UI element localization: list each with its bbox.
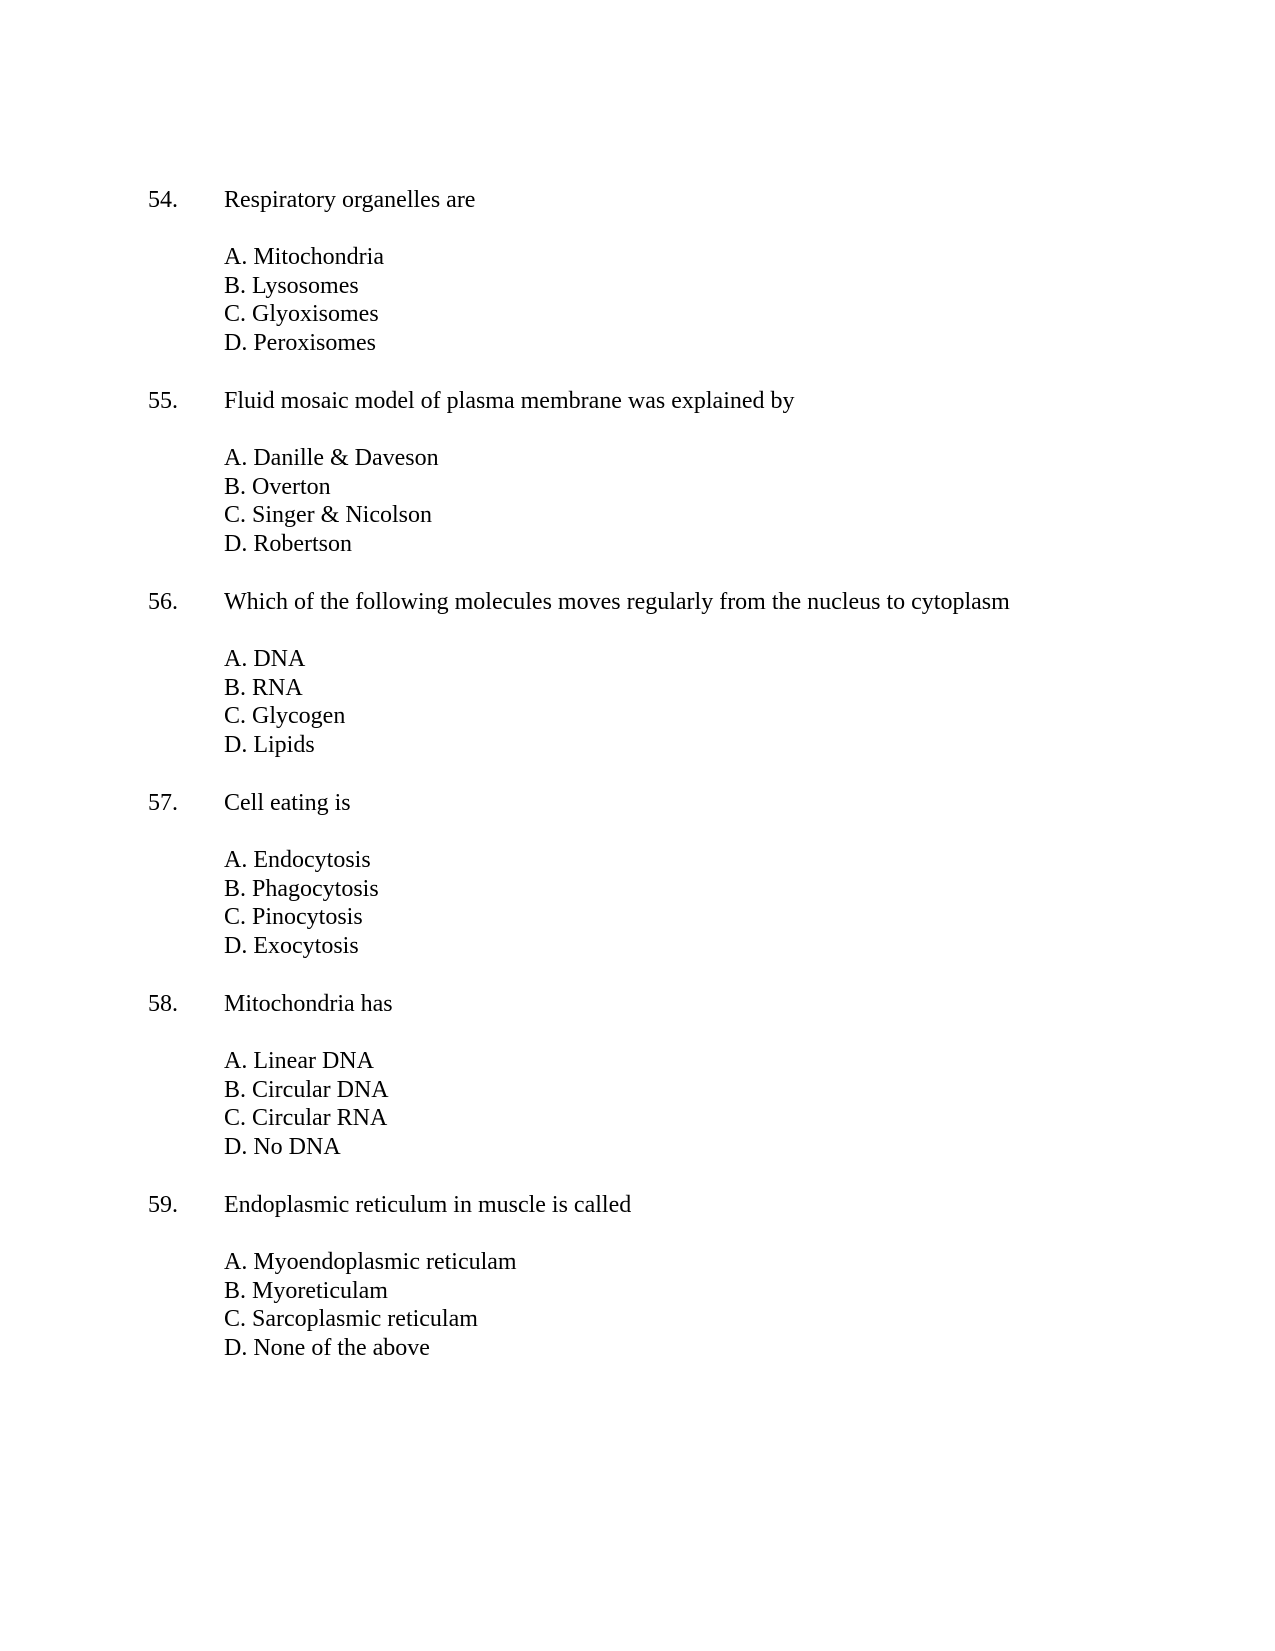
question-text: Fluid mosaic model of plasma membrane was explained by	[224, 388, 795, 414]
question-text: Mitochondria has	[224, 991, 393, 1017]
option-list	[224, 1047, 389, 1162]
question-text: Cell eating is	[224, 790, 351, 816]
option-c: C. Pinocytosis	[224, 904, 363, 931]
option-d: D. Exocytosis	[224, 933, 359, 960]
question-number: 56.	[148, 589, 178, 615]
option-a: A. Linear DNA	[224, 1048, 374, 1074]
question-text: Which of the following molecules moves regularly from the nucleus to cytoplasm	[224, 589, 1010, 615]
option-d: D. No DNA	[224, 1134, 341, 1161]
question-number: 57.	[148, 790, 178, 816]
question-number: 58.	[148, 991, 178, 1017]
option-d: D. Peroxisomes	[224, 330, 376, 357]
option-list	[224, 1248, 517, 1363]
option-b: B. Myoreticulam	[224, 1277, 388, 1304]
option-c: C. Glyoxisomes	[224, 301, 379, 328]
option-d: D. None of the above	[224, 1335, 430, 1362]
option-d: D. Robertson	[224, 531, 352, 558]
question-text: Endoplasmic reticulum in muscle is called	[224, 1192, 632, 1218]
question-number: 54.	[148, 187, 178, 213]
question-number: 59.	[148, 1192, 178, 1218]
option-list	[224, 645, 345, 760]
option-list	[224, 243, 384, 358]
question-number: 55.	[148, 388, 178, 414]
option-a: A. Mitochondria	[224, 244, 384, 270]
option-c: C. Sarcoplasmic reticulam	[224, 1306, 478, 1333]
option-list	[224, 444, 439, 559]
option-list	[224, 846, 379, 961]
option-b: B. Lysosomes	[224, 272, 359, 299]
option-d: D. Lipids	[224, 732, 315, 759]
question-text: Respiratory organelles are	[224, 187, 476, 213]
option-b: B. Phagocytosis	[224, 875, 379, 902]
option-b: B. Overton	[224, 473, 331, 500]
option-b: B. Circular DNA	[224, 1076, 389, 1103]
option-c: C. Circular RNA	[224, 1105, 388, 1132]
option-c: C. Singer & Nicolson	[224, 502, 432, 529]
option-a: A. Myoendoplasmic reticulam	[224, 1249, 517, 1275]
option-a: A. DNA	[224, 646, 306, 672]
option-c: C. Glycogen	[224, 703, 346, 730]
option-a: A. Danille & Daveson	[224, 445, 439, 471]
option-a: A. Endocytosis	[224, 847, 371, 873]
option-b: B. RNA	[224, 674, 303, 701]
